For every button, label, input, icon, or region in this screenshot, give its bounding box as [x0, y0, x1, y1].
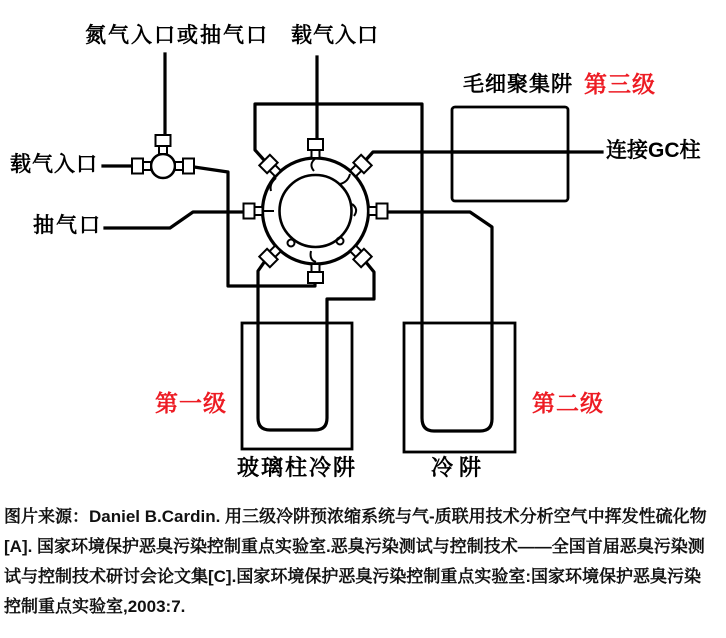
pump-port-label: 抽气口	[33, 214, 102, 237]
carrier-inlet-left-label: 载气入口	[10, 153, 98, 176]
gc-column-label: 连接GC柱	[606, 139, 701, 162]
citation-line-3: 试与控制技术研讨会论文集[C].国家环境保护恶臭污染控制重点实验室:国家环境保护恶臭污染	[4, 567, 701, 586]
stage3-label: 第三级	[584, 71, 656, 97]
stage3-trap-box	[452, 107, 568, 201]
stage2-label: 第二级	[532, 390, 604, 416]
glass-column-trap-label: 玻璃柱冷阱	[237, 455, 358, 480]
nitrogen-inlet-label: 氮气入口或抽气口	[85, 24, 269, 47]
citation-line-2: [A]. 国家环境保护恶臭污染控制重点实验室.恶臭污染测试与控制技术——全国首届恶臭污染测	[4, 537, 705, 556]
carrier-inlet-top-label: 载气入口	[291, 24, 379, 47]
citation-line-4: 控制重点实验室,2003:7.	[4, 597, 186, 616]
eight-port-rotary-valve	[244, 139, 388, 283]
cold-trap-label: 冷阱	[431, 455, 488, 480]
image-source-citation	[4, 502, 722, 622]
citation-line-1: 图片来源：Daniel B.Cardin. 用三级冷阱预浓缩系统与气-质联用技术分析空气中挥发性硫化物	[4, 507, 707, 526]
capillary-trap-label: 毛细聚集阱	[463, 73, 573, 96]
three-way-valve	[132, 135, 194, 178]
stage1-label: 第一级	[155, 390, 227, 416]
